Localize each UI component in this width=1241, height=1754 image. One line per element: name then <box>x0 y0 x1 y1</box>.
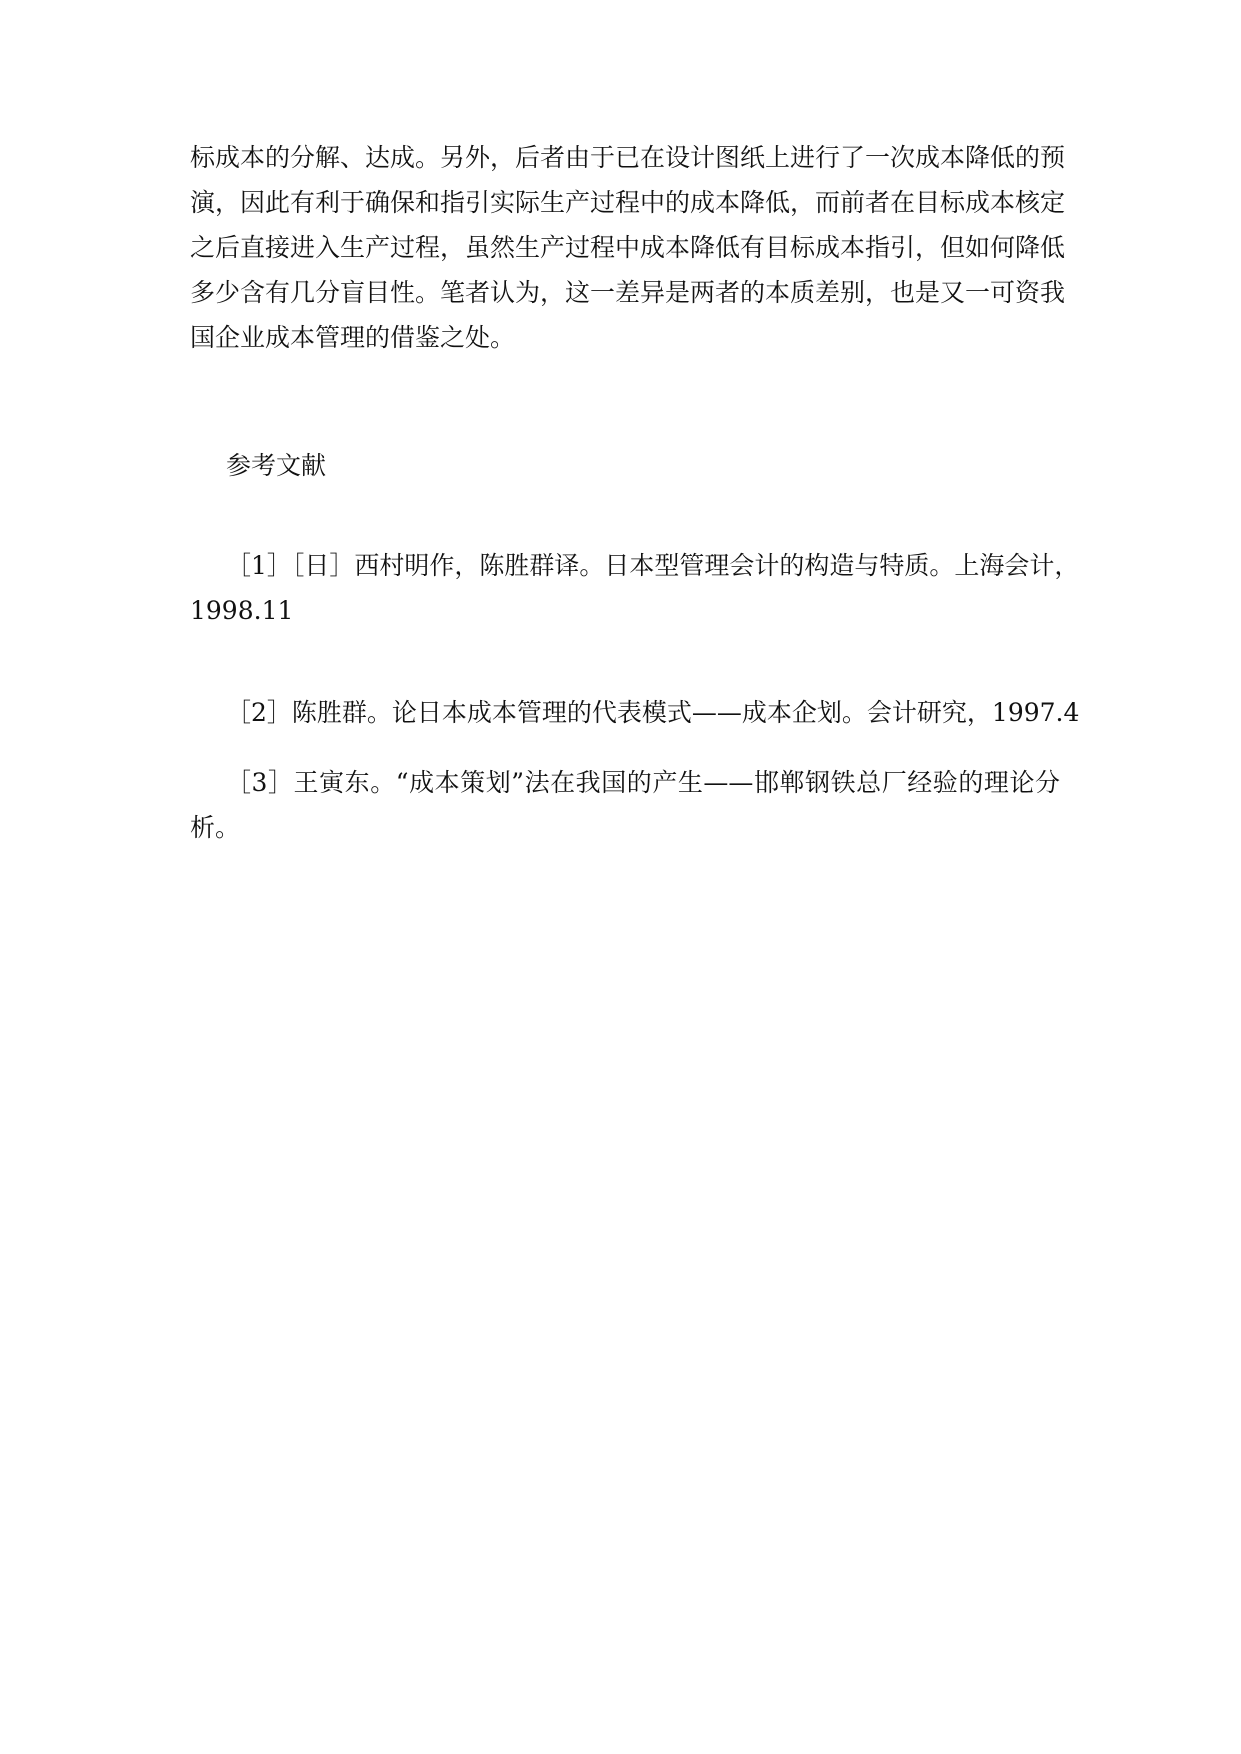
reference-item-3 <box>190 770 1060 850</box>
references-heading: 参考文献 <box>226 451 327 480</box>
reference-1-line-1: ［1］［日］西村明作，陈胜群译。日本型管理会计的构造与特质。上海会计， <box>226 551 1080 580</box>
paragraph-line-2: 演，因此有利于确保和指引实际生产过程中的成本降低，而前者在目标成本核定 <box>190 188 1066 217</box>
references-heading-block <box>190 453 1060 485</box>
reference-3-line-1: ［3］王寅东。“成本策划”法在我国的产生——邯郸钢铁总厂经验的理论分 <box>226 768 1060 797</box>
reference-1-line-2: 1998.11 <box>190 596 294 625</box>
body-paragraph <box>190 143 1066 375</box>
paragraph-line-1: 标成本的分解、达成。另外，后者由于已在设计图纸上进行了一次成本降低的预 <box>190 143 1066 172</box>
reference-2-line-1: ［2］陈胜群。论日本成本管理的代表模式——成本企划。会计研究，1997.4 <box>226 698 1080 727</box>
paragraph-line-4: 多少含有几分盲目性。笔者认为，这一差异是两者的本质差别，也是又一可资我 <box>190 278 1066 307</box>
reference-item-1 <box>190 551 1080 633</box>
paragraph-line-3: 之后直接进入生产过程，虽然生产过程中成本降低有目标成本指引，但如何降低 <box>190 233 1066 262</box>
reference-3-line-2: 析。 <box>190 813 241 842</box>
paragraph-line-5: 国企业成本管理的借鉴之处。 <box>190 323 516 352</box>
reference-item-2 <box>190 698 1080 734</box>
